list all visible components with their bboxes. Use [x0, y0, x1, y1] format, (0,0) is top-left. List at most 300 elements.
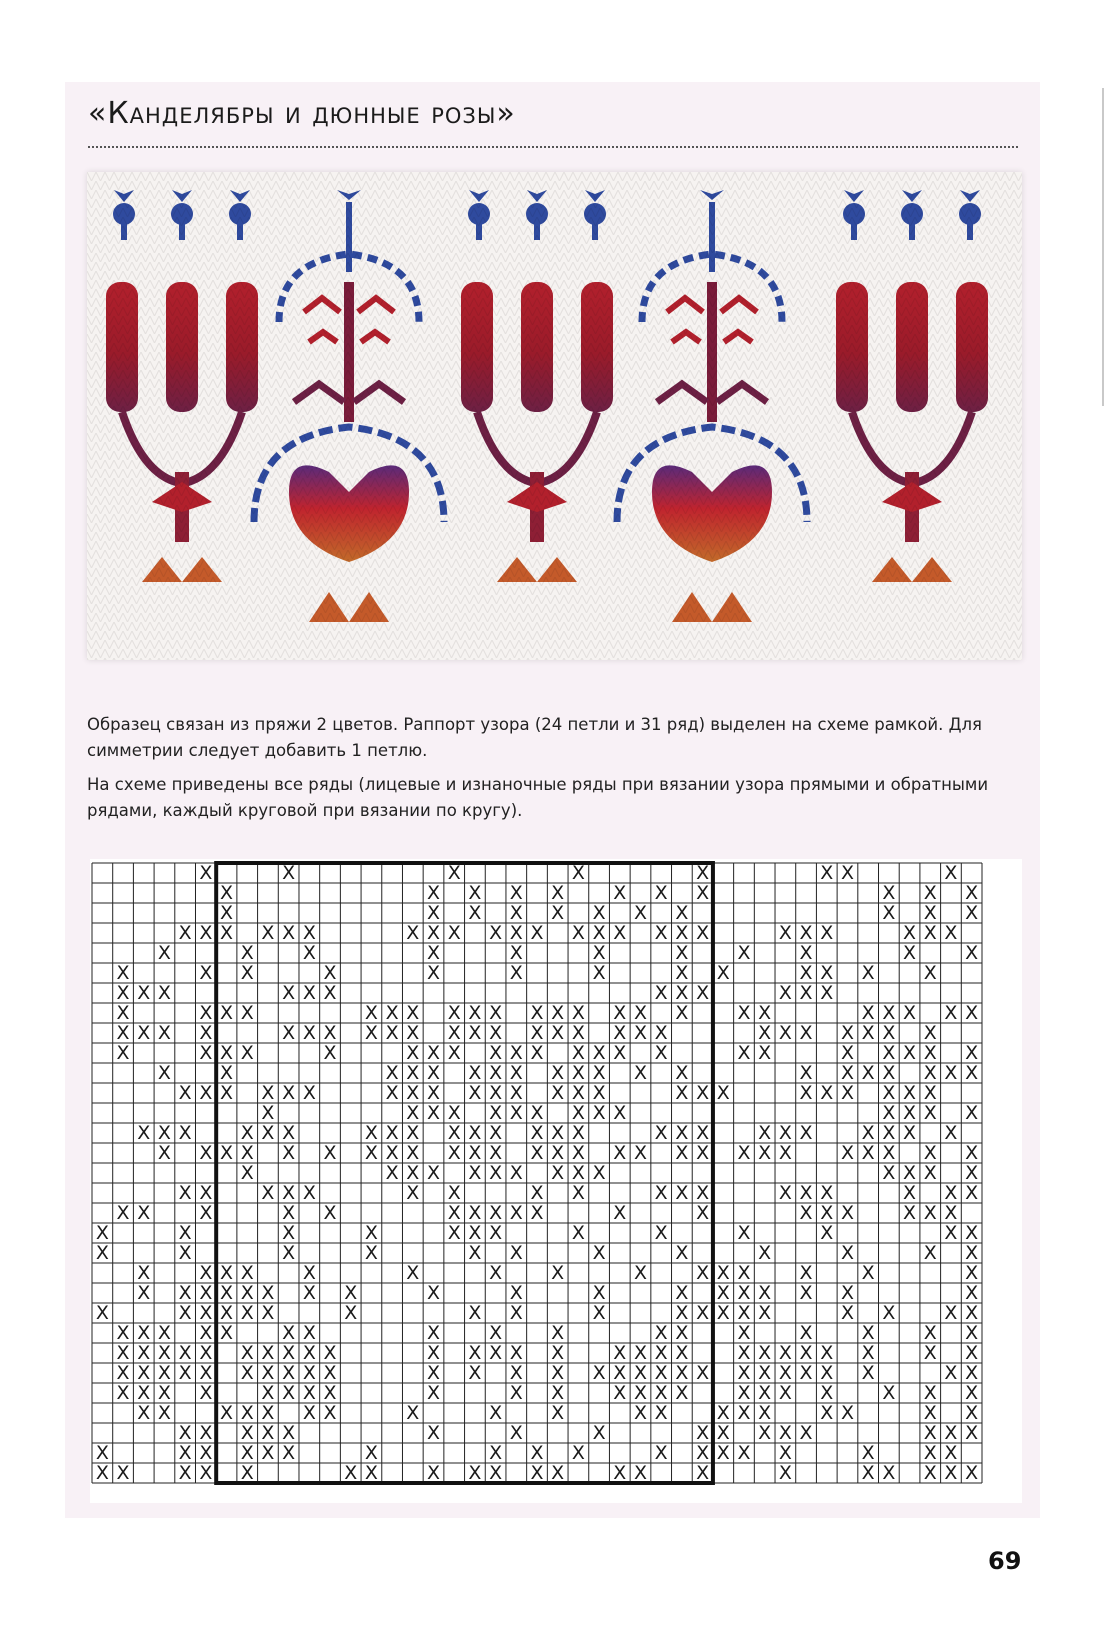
chart-stitch-x: X — [509, 962, 523, 984]
chart-stitch-x: X — [344, 1282, 358, 1304]
chart-stitch-x: X — [116, 1362, 130, 1384]
chart-stitch-x: X — [799, 1422, 813, 1444]
chart-stitch-x: X — [178, 1222, 192, 1244]
chart-stitch-x: X — [613, 1042, 627, 1064]
chart-stitch-x: X — [240, 1362, 254, 1384]
chart-stitch-x: X — [178, 1442, 192, 1464]
chart-stitch-x: X — [240, 1122, 254, 1144]
chart-stitch-x: X — [116, 1342, 130, 1364]
chart-stitch-x: X — [840, 1202, 854, 1224]
chart-stitch-x: X — [778, 1462, 792, 1484]
chart-stitch-x: X — [178, 1182, 192, 1204]
chart-stitch-x: X — [509, 1042, 523, 1064]
chart-stitch-x: X — [468, 1142, 482, 1164]
chart-stitch-x: X — [675, 982, 689, 1004]
chart-stitch-x: X — [696, 1202, 710, 1224]
chart-stitch-x: X — [923, 962, 937, 984]
chart-stitch-x: X — [758, 1142, 772, 1164]
chart-stitch-x: X — [737, 1282, 751, 1304]
chart-stitch-x: X — [696, 882, 710, 904]
chart-stitch-x: X — [778, 1362, 792, 1384]
chart-stitch-x: X — [633, 1022, 648, 1044]
chart-stitch-x: X — [530, 922, 544, 944]
chart-stitch-x: X — [385, 1002, 399, 1024]
chart-stitch-x: X — [282, 1122, 296, 1144]
chart-stitch-x: X — [364, 1462, 378, 1484]
chart-stitch-x: X — [240, 1002, 254, 1024]
chart-stitch-x: X — [551, 1062, 565, 1084]
chart-stitch-x: X — [737, 1262, 751, 1284]
chart-stitch-x: X — [240, 1042, 254, 1064]
chart-stitch-x: X — [737, 1002, 751, 1024]
chart-stitch-x: X — [530, 1042, 544, 1064]
chart-stitch-x: X — [302, 1082, 316, 1104]
chart-stitch-x: X — [302, 1402, 316, 1424]
chart-stitch-x: X — [675, 1302, 689, 1324]
chart-stitch-x: X — [696, 1462, 710, 1484]
chart-stitch-x: X — [137, 1022, 151, 1044]
chart-stitch-x: X — [758, 1022, 772, 1044]
chart-stitch-x: X — [696, 1122, 710, 1144]
chart-stitch-x: X — [509, 1362, 523, 1384]
chart-stitch-x: X — [116, 1022, 130, 1044]
chart-stitch-x: X — [240, 1162, 254, 1184]
chart-stitch-x: X — [571, 1222, 585, 1244]
chart-stitch-x: X — [882, 1002, 896, 1024]
chart-stitch-x: X — [944, 1182, 958, 1204]
chart-stitch-x: X — [675, 922, 689, 944]
chart-stitch-x: X — [675, 1242, 689, 1264]
knitted-sample-photo — [87, 172, 1022, 660]
chart-stitch-x: X — [302, 1382, 316, 1404]
chart-stitch-x: X — [282, 1142, 296, 1164]
chart-stitch-x: X — [903, 1042, 917, 1064]
chart-stitch-x: X — [737, 1222, 751, 1244]
chart-stitch-x: X — [282, 1382, 296, 1404]
chart-stitch-x: X — [758, 1282, 772, 1304]
chart-stitch-x: X — [116, 1042, 130, 1064]
chart-stitch-x: X — [571, 1442, 585, 1464]
chart-stitch-x: X — [509, 1062, 523, 1084]
chart-stitch-x: X — [323, 962, 337, 984]
chart-stitch-x: X — [965, 1302, 979, 1324]
chart-stitch-x: X — [220, 1322, 234, 1344]
chart-stitch-x: X — [592, 1042, 606, 1064]
chart-stitch-x: X — [551, 1362, 565, 1384]
chart-stitch-x: X — [116, 1202, 130, 1224]
chart-stitch-x: X — [220, 1262, 234, 1284]
chart-stitch-x: X — [675, 1282, 689, 1304]
chart-stitch-x: X — [157, 1342, 171, 1364]
chart-stitch-x: X — [923, 1402, 937, 1424]
chart-stitch-x: X — [261, 1442, 275, 1464]
description-paragraph-1: Образец связан из пряжи 2 цветов. Раппорт узора (24 петли и 31 ряд) выделен на схеме рамкой. Для симметрии следует добавить 1 петлю. — [87, 715, 982, 760]
chart-stitch-x: X — [758, 1382, 772, 1404]
chart-stitch-x: X — [923, 1342, 937, 1364]
chart-stitch-x: X — [261, 1282, 275, 1304]
chart-stitch-x: X — [882, 1122, 896, 1144]
chart-stitch-x: X — [199, 1282, 213, 1304]
chart-stitch-x: X — [220, 1002, 234, 1024]
chart-stitch-x: X — [137, 1382, 151, 1404]
chart-stitch-x: X — [137, 1202, 151, 1224]
chart-stitch-x: X — [923, 1422, 937, 1444]
chart-stitch-x: X — [426, 1282, 441, 1304]
chart-stitch-x: X — [633, 1462, 648, 1484]
chart-stitch-x: X — [882, 1142, 896, 1164]
chart-stitch-x: X — [489, 1022, 503, 1044]
chart-stitch-x: X — [261, 1402, 275, 1424]
chart-stitch-x: X — [696, 1442, 710, 1464]
chart-stitch-x: X — [840, 1282, 854, 1304]
chart-stitch-x: X — [551, 1462, 565, 1484]
chart-stitch-x: X — [220, 922, 234, 944]
chart-stitch-x: X — [426, 1102, 441, 1124]
chart-stitch-x: X — [530, 1022, 544, 1044]
chart-stitch-x: X — [944, 1122, 958, 1144]
chart-stitch-x: X — [861, 1122, 875, 1144]
chart-stitch-x: X — [530, 1122, 544, 1144]
chart-stitch-x: X — [633, 1382, 648, 1404]
chart-stitch-x: X — [489, 1342, 503, 1364]
chart-stitch-x: X — [778, 1422, 792, 1444]
chart-stitch-x: X — [592, 1282, 606, 1304]
chart-stitch-x: X — [675, 1122, 689, 1144]
chart-stitch-x: X — [758, 1242, 772, 1264]
chart-stitch-x: X — [95, 1242, 109, 1264]
chart-stitch-x: X — [509, 1342, 523, 1364]
chart-stitch-x: X — [302, 1282, 316, 1304]
chart-stitch-x: X — [199, 1042, 213, 1064]
chart-stitch-x: X — [696, 922, 710, 944]
chart-stitch-x: X — [551, 1162, 565, 1184]
chart-stitch-x: X — [654, 1222, 668, 1244]
chart-stitch-x: X — [282, 1222, 296, 1244]
chart-stitch-x: X — [220, 1042, 234, 1064]
chart-stitch-x: X — [654, 1042, 668, 1064]
chart-stitch-x: X — [426, 1062, 441, 1084]
title-dotted-rule — [88, 146, 1018, 148]
chart-stitch-x: X — [778, 1022, 792, 1044]
chart-stitch-x: X — [737, 1142, 751, 1164]
chart-stitch-x: X — [240, 1342, 254, 1364]
chart-stitch-x: X — [737, 1382, 751, 1404]
chart-stitch-x: X — [799, 1122, 813, 1144]
chart-stitch-x: X — [758, 1002, 772, 1024]
chart-stitch-x: X — [261, 1342, 275, 1364]
pattern-description — [87, 712, 1027, 832]
chart-stitch-x: X — [406, 1102, 420, 1124]
chart-stitch-x: X — [654, 1382, 668, 1404]
chart-stitch-x: X — [282, 1182, 296, 1204]
chart-stitch-x: X — [716, 962, 730, 984]
chart-stitch-x: X — [613, 1202, 627, 1224]
chart-stitch-x: X — [675, 1182, 689, 1204]
chart-stitch-x: X — [199, 1302, 213, 1324]
chart-stitch-x: X — [426, 1462, 441, 1484]
chart-stitch-x: X — [633, 1362, 648, 1384]
chart-stitch-x: X — [965, 1362, 979, 1384]
chart-stitch-x: X — [364, 1242, 378, 1264]
chart-stitch-x: X — [840, 1082, 854, 1104]
chart-stitch-x: X — [406, 1042, 420, 1064]
chart-stitch-x: X — [882, 1302, 896, 1324]
chart-stitch-x: X — [571, 1122, 585, 1144]
chart-stitch-x: X — [551, 1402, 565, 1424]
page-edge-mark — [1102, 88, 1104, 406]
chart-stitch-x: X — [302, 1342, 316, 1364]
chart-stitch-x: X — [923, 1242, 937, 1264]
chart-stitch-x: X — [696, 1302, 710, 1324]
chart-stitch-x: X — [199, 1382, 213, 1404]
chart-stitch-x: X — [944, 1362, 958, 1384]
chart-stitch-x: X — [737, 1342, 751, 1364]
chart-stitch-x: X — [654, 1322, 668, 1344]
chart-stitch-x: X — [903, 1122, 917, 1144]
chart-stitch-x: X — [447, 1002, 461, 1024]
chart-stitch-x: X — [551, 1342, 565, 1364]
chart-stitch-x: X — [199, 1322, 213, 1344]
chart-stitch-x: X — [220, 1402, 234, 1424]
chart-stitch-x: X — [965, 1242, 979, 1264]
chart-stitch-x: X — [799, 1022, 813, 1044]
chart-stitch-x: X — [364, 1442, 378, 1464]
chart-stitch-x: X — [282, 1022, 296, 1044]
chart-stitch-x: X — [282, 1422, 296, 1444]
chart-stitch-x: X — [799, 922, 813, 944]
chart-stitch-x: X — [613, 1382, 627, 1404]
chart-stitch-x: X — [696, 1262, 710, 1284]
chart-stitch-x: X — [799, 982, 813, 1004]
chart-stitch-x: X — [551, 1002, 565, 1024]
chart-stitch-x: X — [923, 1382, 937, 1404]
chart-stitch-x: X — [882, 1082, 896, 1104]
chart-stitch-x: X — [240, 942, 254, 964]
chart-stitch-x: X — [426, 1382, 441, 1404]
chart-stitch-x: X — [633, 1002, 648, 1024]
chart-stitch-x: X — [820, 922, 834, 944]
chart-stitch-x: X — [799, 962, 813, 984]
chart-stitch-x: X — [178, 1422, 192, 1444]
chart-stitch-x: X — [509, 1282, 523, 1304]
chart-stitch-x: X — [509, 1102, 523, 1124]
chart-stitch-x: X — [923, 1022, 937, 1044]
chart-stitch-x: X — [468, 1462, 482, 1484]
chart-stitch-x: X — [551, 1022, 565, 1044]
chart-stitch-x: X — [696, 862, 710, 884]
chart-stitch-x: X — [530, 1142, 544, 1164]
chart-stitch-x: X — [489, 1222, 503, 1244]
chart-stitch-x: X — [820, 1342, 834, 1364]
chart-stitch-x: X — [323, 1022, 337, 1044]
chart-stitch-x: X — [861, 1322, 875, 1344]
chart-stitch-x: X — [426, 1042, 441, 1064]
chart-stitch-x: X — [778, 982, 792, 1004]
chart-stitch-x: X — [903, 1202, 917, 1224]
chart-stitch-x: X — [551, 1142, 565, 1164]
chart-stitch-x: X — [592, 1082, 606, 1104]
chart-stitch-x: X — [509, 1082, 523, 1104]
chart-stitch-x: X — [840, 1242, 854, 1264]
chart-stitch-x: X — [675, 1342, 689, 1364]
chart-stitch-x: X — [965, 1062, 979, 1084]
chart-stitch-x: X — [965, 1422, 979, 1444]
chart-stitch-x: X — [530, 1002, 544, 1024]
chart-stitch-x: X — [675, 962, 689, 984]
chart-stitch-x: X — [426, 902, 441, 924]
chart-stitch-x: X — [571, 1182, 585, 1204]
chart-stitch-x: X — [965, 1162, 979, 1184]
chart-stitch-x: X — [468, 902, 482, 924]
chart-stitch-x: X — [592, 902, 606, 924]
chart-stitch-x: X — [571, 1042, 585, 1064]
chart-stitch-x: X — [820, 862, 834, 884]
chart-stitch-x: X — [509, 1422, 523, 1444]
chart-stitch-x: X — [489, 1082, 503, 1104]
chart-stitch-x: X — [95, 1302, 109, 1324]
chart-stitch-x: X — [137, 1122, 151, 1144]
chart-stitch-x: X — [778, 1142, 792, 1164]
chart-stitch-x: X — [282, 1202, 296, 1224]
chart-stitch-x: X — [157, 1022, 171, 1044]
chart-stitch-x: X — [116, 1382, 130, 1404]
chart-stitch-x: X — [571, 1162, 585, 1184]
chart-stitch-x: X — [530, 1442, 544, 1464]
chart-stitch-x: X — [820, 1402, 834, 1424]
chart-stitch-x: X — [654, 1342, 668, 1364]
chart-stitch-x: X — [571, 1102, 585, 1124]
chart-stitch-x: X — [157, 1402, 171, 1424]
chart-stitch-x: X — [840, 1142, 854, 1164]
chart-stitch-x: X — [675, 1082, 689, 1104]
chart-stitch-x: X — [406, 1122, 420, 1144]
chart-stitch-x: X — [923, 1042, 937, 1064]
chart-stitch-x: X — [302, 922, 316, 944]
chart-stitch-x: X — [240, 1442, 254, 1464]
chart-stitch-x: X — [406, 1162, 420, 1184]
chart-stitch-x: X — [820, 1382, 834, 1404]
chart-stitch-x: X — [675, 902, 689, 924]
chart-stitch-x: X — [654, 1442, 668, 1464]
chart-stitch-x: X — [323, 1142, 337, 1164]
chart-stitch-x: X — [861, 1362, 875, 1384]
chart-stitch-x: X — [157, 982, 171, 1004]
chart-stitch-x: X — [178, 1362, 192, 1384]
chart-stitch-x: X — [965, 1182, 979, 1204]
chart-stitch-x: X — [903, 1082, 917, 1104]
chart-stitch-x: X — [468, 1362, 482, 1384]
chart-stitch-x: X — [592, 1302, 606, 1324]
chart-stitch-x: X — [758, 1422, 772, 1444]
chart-stitch-x: X — [965, 1142, 979, 1164]
chart-stitch-x: X — [137, 1262, 151, 1284]
chart-stitch-x: X — [571, 922, 585, 944]
chart-stitch-x: X — [737, 1402, 751, 1424]
chart-stitch-x: X — [675, 1062, 689, 1084]
chart-stitch-x: X — [737, 1042, 751, 1064]
chart-stitch-x: X — [882, 1042, 896, 1064]
chart-stitch-x: X — [820, 1362, 834, 1384]
chart-stitch-x: X — [178, 1462, 192, 1484]
chart-stitch-x: X — [675, 1002, 689, 1024]
page-title: «Канделябры и дюнные розы» — [88, 96, 516, 131]
chart-stitch-x: X — [178, 1122, 192, 1144]
chart-stitch-x: X — [633, 902, 648, 924]
chart-stitch-x: X — [716, 1442, 730, 1464]
chart-stitch-x: X — [323, 1342, 337, 1364]
chart-stitch-x: X — [758, 1402, 772, 1424]
chart-stitch-x: X — [965, 1262, 979, 1284]
chart-stitch-x: X — [137, 1282, 151, 1304]
chart-stitch-x: X — [923, 1462, 937, 1484]
chart-stitch-x: X — [696, 1422, 710, 1444]
chart-stitch-x: X — [447, 1102, 461, 1124]
chart-stitch-x: X — [571, 862, 585, 884]
chart-stitch-x: X — [861, 1062, 875, 1084]
chart-stitch-x: X — [385, 1082, 399, 1104]
chart-stitch-x: X — [944, 1062, 958, 1084]
chart-stitch-x: X — [137, 1322, 151, 1344]
page-number: 69 — [988, 1547, 1022, 1575]
chart-stitch-x: X — [551, 1262, 565, 1284]
chart-stitch-x: X — [861, 962, 875, 984]
chart-stitch-x: X — [261, 1422, 275, 1444]
chart-stitch-x: X — [882, 1102, 896, 1124]
chart-stitch-x: X — [965, 1402, 979, 1424]
chart-stitch-x: X — [199, 1022, 213, 1044]
chart-stitch-x: X — [468, 1202, 482, 1224]
chart-stitch-x: X — [385, 1142, 399, 1164]
chart-stitch-x: X — [696, 982, 710, 1004]
chart-stitch-x: X — [551, 1382, 565, 1404]
chart-stitch-x: X — [530, 1462, 544, 1484]
chart-stitch-x: X — [199, 922, 213, 944]
chart-stitch-x: X — [199, 1002, 213, 1024]
chart-stitch-x: X — [199, 1422, 213, 1444]
chart-stitch-x: X — [613, 1342, 627, 1364]
chart-stitch-x: X — [923, 1202, 937, 1224]
chart-stitch-x: X — [654, 882, 668, 904]
chart-stitch-x: X — [282, 922, 296, 944]
chart-stitch-x: X — [944, 1002, 958, 1024]
chart-stitch-x: X — [882, 882, 896, 904]
chart-stitch-x: X — [302, 1022, 316, 1044]
chart-stitch-x: X — [799, 1262, 813, 1284]
chart-stitch-x: X — [447, 862, 461, 884]
chart-stitch-x: X — [509, 882, 523, 904]
chart-stitch-x: X — [426, 1422, 441, 1444]
chart-stitch-x: X — [261, 1382, 275, 1404]
chart-stitch-x: X — [489, 1462, 503, 1484]
chart-stitch-x: X — [95, 1442, 109, 1464]
chart-stitch-x: X — [199, 1342, 213, 1364]
chart-stitch-x: X — [406, 1402, 420, 1424]
chart-stitch-x: X — [137, 1362, 151, 1384]
chart-stitch-x: X — [240, 1302, 254, 1324]
chart-stitch-x: X — [944, 922, 958, 944]
chart-stitch-x: X — [675, 1382, 689, 1404]
chart-stitch-x: X — [613, 922, 627, 944]
chart-stitch-x: X — [758, 1042, 772, 1064]
chart-stitch-x: X — [157, 1142, 171, 1164]
chart-stitch-x: X — [137, 982, 151, 1004]
chart-stitch-x: X — [220, 1062, 234, 1084]
chart-stitch-x: X — [840, 1042, 854, 1064]
chart-stitch-x: X — [592, 1362, 606, 1384]
chart-stitch-x: X — [903, 942, 917, 964]
chart-stitch-x: X — [364, 1002, 378, 1024]
chart-stitch-x: X — [633, 1262, 648, 1284]
